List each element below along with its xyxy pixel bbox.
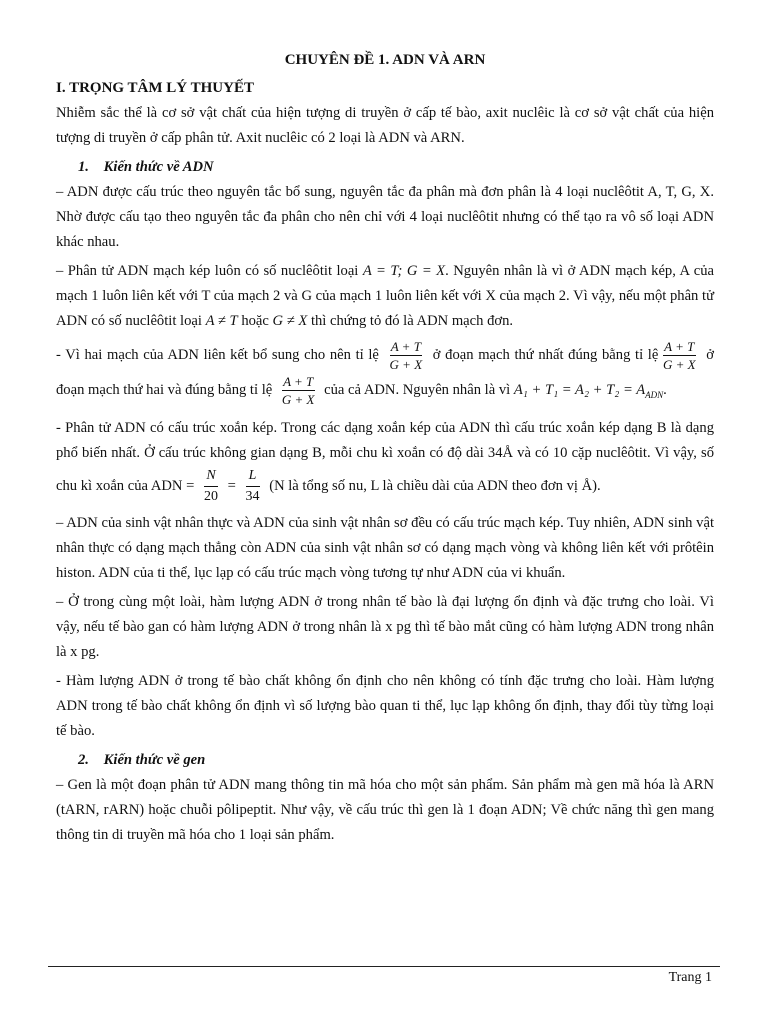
subsection-heading-adn — [78, 155, 714, 180]
formula-subscript: ADN — [645, 390, 664, 401]
subsection-heading-gene — [78, 748, 714, 773]
formula-at-gx: A = T; G = X — [362, 263, 446, 279]
subsection-title: Kiến thức về gen — [103, 752, 206, 769]
formula-g-not-x: G ≠ X — [272, 313, 308, 329]
fraction-denominator: 20 — [204, 489, 218, 505]
fraction-numerator: A + T — [283, 374, 314, 390]
paragraph-double-strand — [56, 259, 714, 334]
paragraph-gene: – Gen là một đoạn phân tử ADN mang thông tin mã hóa cho một sản phẩm. Sản phẩm mà gen mã hóa là ARN (tARN, rARN) hoặc chuỗi pôlipeptit. Như vậy, về cấu trúc thì gen là 1 đoạn ADN; Về chức năng thì gen mang thông tin di truyền mã hóa cho 1 loại sản phẩm. — [56, 777, 714, 844]
document-body — [56, 48, 714, 852]
formula-main: A₁ + T₁ = A₂ + T₂ = A — [513, 382, 646, 399]
fraction-denominator: G + X — [281, 392, 315, 408]
text-segment: thì chứng tỏ đó là ADN mạch đơn. — [310, 313, 514, 329]
intro-paragraph: Nhiễm sắc thể là cơ sở vật chất của hiện tượng di truyền ở cấp tế bào, axit nuclêic là cơ sở vật chất của hiện tượng di truyền ở cấp phân tử. Axit nuclêic có 2 loại là ADN và ARN. — [56, 105, 714, 146]
fraction-at-gx — [390, 338, 423, 373]
text-segment: - Phân tử ADN có cấu trúc xoắn kép. Trong các dạng xoắn kép của ADN thì cấu trúc xoắn kép dạng B là dạng phổ biến nhất. Ở cấu trúc không gian dạng B, mỗi chu kì xoắn có độ dài 34Å và có 10 cặp nuclêôtit. Vì vậy, số chu kì xoắn của ADN — [56, 420, 714, 494]
paragraph-eukaryote-prokaryote: – ADN của sinh vật nhân thực và ADN của sinh vật nhân sơ đều có cấu trúc mạch kép. Tuy nhiên, ADN sinh vật nhân thực có dạng mạch thẳng còn ADN của sinh vật nhân sơ có dạng mạch vòng và không liên kết với prôtêin histon. ADN của ti thể, lục lạp có cấu trúc mạch vòng tương tự như ADN của vi khuẩn. — [56, 515, 714, 582]
text-segment: của cả ADN. Nguyên nhân là vì — [324, 382, 511, 399]
paragraph-double-helix — [56, 416, 714, 507]
page-number: Trang 1 — [668, 970, 712, 985]
subsection-number: 2. — [78, 752, 89, 769]
text-segment: - Vì hai mạch của ADN liên kết bổ sung cho nên tỉ lệ — [56, 347, 379, 363]
paragraph-adn-structure: – ADN được cấu trúc theo nguyên tắc bổ sung, nguyên tắc đa phân mà đơn phân là 4 loại nuclêôtit A, T, G, X. Nhờ được cấu tạo theo nguyên tắc đa phân cho nên chỉ với 4 loại nuclêôtit nhưng có thể tạo ra vô số loại ADN khác nhau. — [56, 184, 714, 250]
fraction-l-34 — [246, 466, 260, 507]
fraction-denominator: G + X — [662, 357, 696, 373]
paragraph-nuclear-dna: – Ở trong cùng một loài, hàm lượng ADN ở trong nhân tế bào là đại lượng ổn định và đặc trưng cho loài. Vì vậy, nếu tế bào gan có hàm lượng ADN ở trong nhân là x pg thì tế bào mắt cũng có hàm lượng ADN trong nhân là x pg. — [56, 594, 714, 661]
document-title: CHUYÊN ĐỀ 1. ADN VÀ ARN — [284, 52, 486, 68]
fraction-numerator: L — [248, 468, 257, 484]
subsection-number: 1. — [78, 159, 89, 175]
fraction-n-20 — [204, 466, 218, 507]
subsection-title: Kiến thức về ADN — [103, 159, 214, 175]
equals-sign: = — [186, 477, 195, 494]
fraction-numerator: A + T — [664, 339, 695, 355]
text-segment: (N là tổng số nu, L là chiều dài của ADN theo đơn vị Å). — [269, 477, 601, 494]
fraction-at-gx — [663, 338, 696, 373]
paragraph-ratio — [56, 338, 714, 412]
text-segment: ở đoạn mạch thứ hai và đúng bằng tỉ lệ — [56, 347, 714, 399]
fraction-numerator: A + T — [390, 339, 421, 355]
text-segment: . — [663, 382, 667, 399]
formula-a1t1-a2t2 — [513, 382, 664, 401]
fraction-denominator: 34 — [245, 489, 260, 505]
formula-a-not-t: A ≠ T — [205, 313, 238, 329]
fraction-denominator: G + X — [389, 357, 423, 373]
equals-sign: = — [227, 477, 236, 494]
footer-divider — [48, 966, 720, 967]
fraction-at-gx — [282, 373, 315, 408]
text-segment: . Nguyên nhân là vì ở ADN mạch kép, A của mạch 1 luôn liên kết với T của mạch 2 và G của mạch 1 luôn liên kết với X của mạch 2. Vì vậy, nếu một phân tử ADN có số nuclêôtit loại — [56, 263, 715, 329]
section-heading: I. TRỌNG TÂM LÝ THUYẾT — [56, 80, 254, 96]
text-segment: – Phân tử ADN mạch kép luôn có số nuclêôtit loại — [56, 263, 359, 279]
text-segment: hoặc — [241, 313, 269, 329]
paragraph-cytoplasm-dna: - Hàm lượng ADN ở trong tế bào chất không ổn định cho nên không có tính đặc trưng cho loài. Hàm lượng ADN trong tế bào chất không ổn định vì số lượng bào quan ti thể, lục lạp không ổn định, thay đổi tùy từng loại tế bào. — [56, 673, 714, 740]
fraction-numerator: N — [206, 468, 216, 484]
text-segment: ở đoạn mạch thứ nhất đúng bằng tỉ lệ — [432, 347, 659, 363]
